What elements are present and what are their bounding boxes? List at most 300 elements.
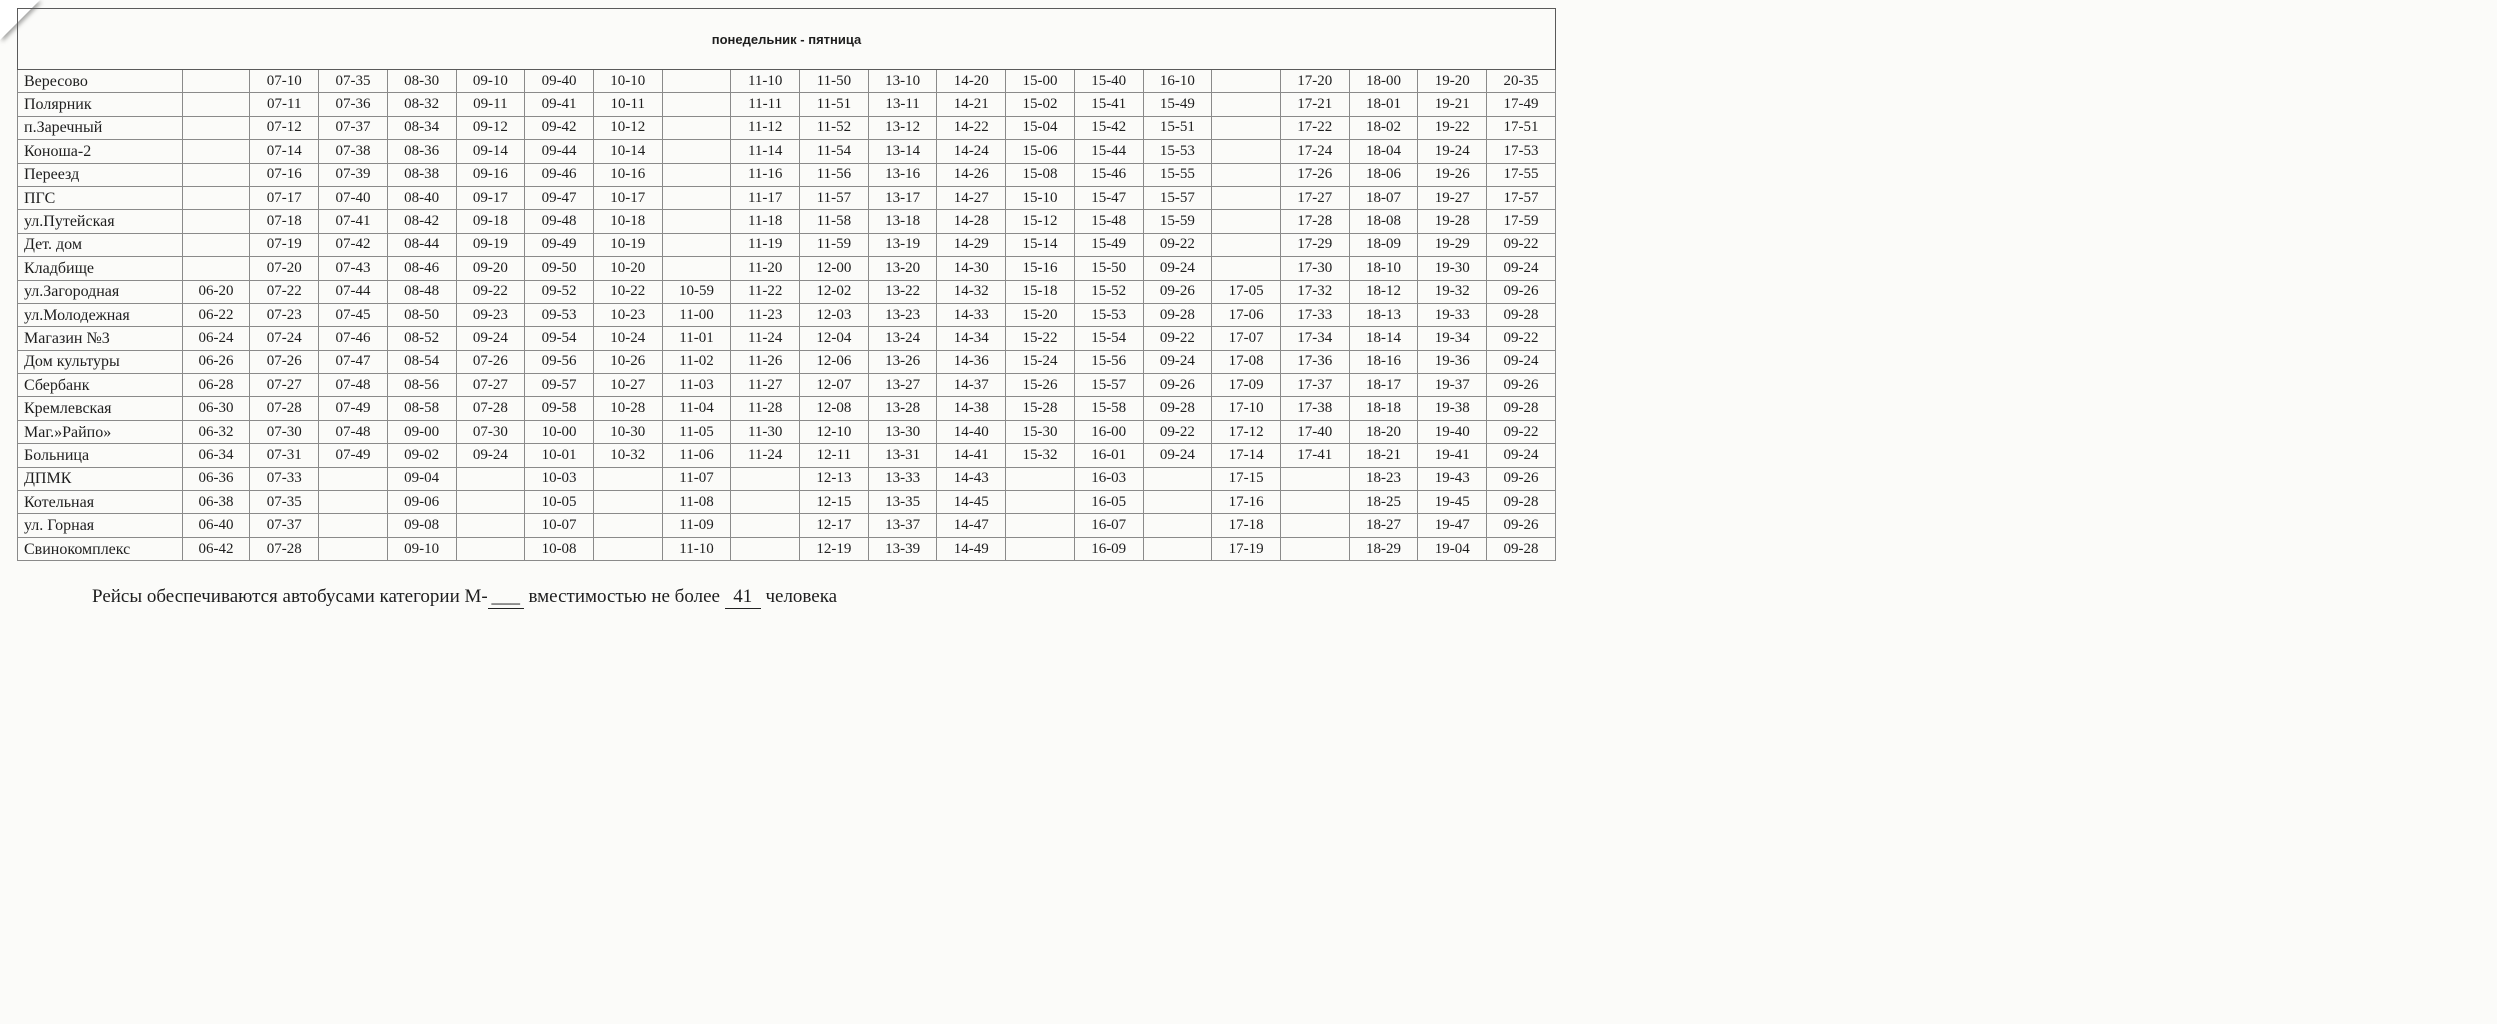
departure-time: 11-01: [662, 327, 731, 350]
departure-time: 08-34: [387, 116, 456, 139]
departure-time: [1212, 70, 1281, 93]
departure-time: [182, 186, 250, 209]
departure-time: 17-12: [1212, 420, 1281, 443]
departure-time: 09-26: [1487, 467, 1556, 490]
departure-time: 15-30: [1006, 420, 1075, 443]
departure-time: 13-22: [868, 280, 937, 303]
departure-time: 10-03: [525, 467, 594, 490]
departure-time: 06-38: [182, 491, 250, 514]
departure-time: 17-26: [1280, 163, 1349, 186]
departure-time: 12-17: [800, 514, 869, 537]
departure-time: 13-10: [868, 70, 937, 93]
departure-time: 11-11: [731, 93, 800, 116]
departure-time: 09-54: [525, 327, 594, 350]
departure-time: 11-23: [731, 303, 800, 326]
departure-time: [1006, 514, 1075, 537]
stop-name: Магазин №3: [18, 327, 183, 350]
departure-time: 15-47: [1074, 186, 1143, 209]
departure-time: 10-01: [525, 444, 594, 467]
departure-time: 07-49: [319, 444, 388, 467]
departure-time: 15-58: [1074, 397, 1143, 420]
departure-time: 07-46: [319, 327, 388, 350]
departure-time: 19-28: [1418, 210, 1487, 233]
departure-time: [319, 491, 388, 514]
departure-time: 19-37: [1418, 374, 1487, 397]
departure-time: 08-56: [387, 374, 456, 397]
departure-time: 07-27: [456, 374, 525, 397]
departure-time: 10-26: [593, 350, 662, 373]
departure-time: 07-30: [250, 420, 319, 443]
departure-time: 19-38: [1418, 397, 1487, 420]
schedule-row: [18, 491, 1556, 514]
departure-time: 07-16: [250, 163, 319, 186]
departure-time: 09-47: [525, 186, 594, 209]
departure-time: 19-45: [1418, 491, 1487, 514]
departure-time: 19-20: [1418, 70, 1487, 93]
departure-time: 19-43: [1418, 467, 1487, 490]
departure-time: 18-21: [1349, 444, 1418, 467]
departure-time: 19-36: [1418, 350, 1487, 373]
departure-time: 18-14: [1349, 327, 1418, 350]
departure-time: 17-06: [1212, 303, 1281, 326]
departure-time: 13-26: [868, 350, 937, 373]
departure-time: [593, 467, 662, 490]
departure-time: 15-40: [1074, 70, 1143, 93]
departure-time: 07-24: [250, 327, 319, 350]
departure-time: 06-24: [182, 327, 250, 350]
departure-time: 16-10: [1143, 70, 1212, 93]
departure-time: 14-38: [937, 397, 1006, 420]
departure-time: [1006, 491, 1075, 514]
footnote-text-middle: вместимостью не более: [523, 586, 725, 607]
stop-name: Маг.»Райпо»: [18, 420, 183, 443]
departure-time: 06-20: [182, 280, 250, 303]
departure-time: 16-05: [1074, 491, 1143, 514]
schedule-row: [18, 350, 1556, 373]
stop-name: Коноша-2: [18, 140, 183, 163]
departure-time: 08-30: [387, 70, 456, 93]
departure-time: 11-24: [731, 327, 800, 350]
departure-time: 10-14: [593, 140, 662, 163]
departure-time: 20-35: [1487, 70, 1556, 93]
stop-name: ДПМК: [18, 467, 183, 490]
schedule-title-row: [18, 9, 1556, 70]
departure-time: 11-22: [731, 280, 800, 303]
departure-time: [731, 467, 800, 490]
stop-name: Вересово: [18, 70, 183, 93]
departure-time: [662, 70, 731, 93]
departure-time: 08-52: [387, 327, 456, 350]
departure-time: 09-18: [456, 210, 525, 233]
departure-time: 18-07: [1349, 186, 1418, 209]
departure-time: 15-51: [1143, 116, 1212, 139]
departure-time: [1212, 210, 1281, 233]
departure-time: 12-00: [800, 257, 869, 280]
departure-time: 10-30: [593, 420, 662, 443]
departure-time: 13-11: [868, 93, 937, 116]
departure-time: 11-54: [800, 140, 869, 163]
departure-time: 19-24: [1418, 140, 1487, 163]
departure-time: 10-23: [593, 303, 662, 326]
departure-time: 08-46: [387, 257, 456, 280]
stop-name: ул.Путейская: [18, 210, 183, 233]
departure-time: 07-47: [319, 350, 388, 373]
departure-time: 19-41: [1418, 444, 1487, 467]
departure-time: 17-30: [1280, 257, 1349, 280]
departure-time: [1212, 93, 1281, 116]
departure-time: 17-05: [1212, 280, 1281, 303]
departure-time: [593, 491, 662, 514]
departure-time: [182, 93, 250, 116]
departure-time: 15-28: [1006, 397, 1075, 420]
departure-time: 11-02: [662, 350, 731, 373]
departure-time: 19-22: [1418, 116, 1487, 139]
departure-time: 09-28: [1487, 303, 1556, 326]
departure-time: 12-03: [800, 303, 869, 326]
departure-time: 09-11: [456, 93, 525, 116]
footnote-text-end: человека: [760, 586, 838, 607]
departure-time: 14-32: [937, 280, 1006, 303]
departure-time: 14-24: [937, 140, 1006, 163]
departure-time: 10-59: [662, 280, 731, 303]
departure-time: 11-19: [731, 233, 800, 256]
departure-time: 09-04: [387, 467, 456, 490]
departure-time: 13-28: [868, 397, 937, 420]
departure-time: 14-22: [937, 116, 1006, 139]
departure-time: 10-10: [593, 70, 662, 93]
stop-name: ул.Загородная: [18, 280, 183, 303]
departure-time: 13-33: [868, 467, 937, 490]
departure-time: 15-59: [1143, 210, 1212, 233]
departure-time: 07-37: [319, 116, 388, 139]
departure-time: 11-57: [800, 186, 869, 209]
departure-time: 18-06: [1349, 163, 1418, 186]
departure-time: 13-17: [868, 186, 937, 209]
departure-time: 13-31: [868, 444, 937, 467]
stop-name: Дет. дом: [18, 233, 183, 256]
departure-time: 17-09: [1212, 374, 1281, 397]
departure-time: 14-27: [937, 186, 1006, 209]
departure-time: 14-45: [937, 491, 1006, 514]
schedule-row: [18, 163, 1556, 186]
stop-name: Переезд: [18, 163, 183, 186]
departure-time: 13-19: [868, 233, 937, 256]
departure-time: [456, 491, 525, 514]
departure-time: 15-48: [1074, 210, 1143, 233]
departure-time: 09-44: [525, 140, 594, 163]
departure-time: [182, 210, 250, 233]
departure-time: 10-17: [593, 186, 662, 209]
departure-time: 09-12: [456, 116, 525, 139]
departure-time: 06-30: [182, 397, 250, 420]
departure-time: 18-18: [1349, 397, 1418, 420]
departure-time: [1212, 233, 1281, 256]
departure-time: [662, 257, 731, 280]
departure-time: 11-20: [731, 257, 800, 280]
departure-time: [456, 514, 525, 537]
departure-time: 09-19: [456, 233, 525, 256]
departure-time: 15-06: [1006, 140, 1075, 163]
departure-time: 07-48: [319, 374, 388, 397]
departure-time: 17-19: [1212, 537, 1281, 560]
departure-time: 15-55: [1143, 163, 1212, 186]
departure-time: 09-22: [1143, 327, 1212, 350]
departure-time: 07-27: [250, 374, 319, 397]
departure-time: 07-28: [250, 397, 319, 420]
departure-time: 18-16: [1349, 350, 1418, 373]
stop-name: ул.Молодежная: [18, 303, 183, 326]
departure-time: 15-52: [1074, 280, 1143, 303]
departure-time: [1212, 186, 1281, 209]
schedule-row: [18, 186, 1556, 209]
departure-time: 09-24: [1143, 350, 1212, 373]
departure-time: 15-46: [1074, 163, 1143, 186]
departure-time: 17-24: [1280, 140, 1349, 163]
departure-time: 09-22: [456, 280, 525, 303]
departure-time: 12-08: [800, 397, 869, 420]
departure-time: 07-20: [250, 257, 319, 280]
departure-time: 17-36: [1280, 350, 1349, 373]
departure-time: 18-09: [1349, 233, 1418, 256]
departure-time: 10-19: [593, 233, 662, 256]
departure-time: 09-22: [1487, 420, 1556, 443]
departure-time: 12-15: [800, 491, 869, 514]
departure-time: 17-16: [1212, 491, 1281, 514]
departure-time: 11-06: [662, 444, 731, 467]
schedule-row: [18, 140, 1556, 163]
departure-time: 16-00: [1074, 420, 1143, 443]
departure-time: 15-57: [1074, 374, 1143, 397]
departure-time: 08-54: [387, 350, 456, 373]
departure-time: 18-29: [1349, 537, 1418, 560]
schedule-row: [18, 327, 1556, 350]
departure-time: 11-12: [731, 116, 800, 139]
departure-time: 10-16: [593, 163, 662, 186]
departure-time: 16-01: [1074, 444, 1143, 467]
departure-time: 15-41: [1074, 93, 1143, 116]
departure-time: 19-04: [1418, 537, 1487, 560]
departure-time: 13-14: [868, 140, 937, 163]
departure-time: 13-37: [868, 514, 937, 537]
departure-time: 10-20: [593, 257, 662, 280]
departure-time: 07-11: [250, 93, 319, 116]
departure-time: [662, 210, 731, 233]
departure-time: 08-58: [387, 397, 456, 420]
departure-time: 14-37: [937, 374, 1006, 397]
departure-time: [182, 116, 250, 139]
departure-time: [662, 93, 731, 116]
schedule-row: [18, 210, 1556, 233]
departure-time: 14-43: [937, 467, 1006, 490]
departure-time: 09-40: [525, 70, 594, 93]
departure-time: 19-26: [1418, 163, 1487, 186]
departure-time: 17-33: [1280, 303, 1349, 326]
departure-time: 09-28: [1487, 397, 1556, 420]
departure-time: 07-35: [319, 70, 388, 93]
departure-time: 09-00: [387, 420, 456, 443]
departure-time: 17-21: [1280, 93, 1349, 116]
departure-time: 09-41: [525, 93, 594, 116]
departure-time: 17-14: [1212, 444, 1281, 467]
departure-time: 06-40: [182, 514, 250, 537]
departure-time: 09-24: [1487, 350, 1556, 373]
departure-time: [319, 467, 388, 490]
departure-time: 14-34: [937, 327, 1006, 350]
departure-time: [182, 70, 250, 93]
departure-time: 14-21: [937, 93, 1006, 116]
departure-time: 17-53: [1487, 140, 1556, 163]
departure-time: 07-44: [319, 280, 388, 303]
departure-time: [1280, 537, 1349, 560]
departure-time: 11-24: [731, 444, 800, 467]
schedule-row: [18, 374, 1556, 397]
departure-time: 10-00: [525, 420, 594, 443]
departure-time: 11-26: [731, 350, 800, 373]
stop-name: Больница: [18, 444, 183, 467]
departure-time: [182, 257, 250, 280]
stop-name: Дом культуры: [18, 350, 183, 373]
stop-name: ПГС: [18, 186, 183, 209]
departure-time: 09-24: [1143, 444, 1212, 467]
departure-time: 15-57: [1143, 186, 1212, 209]
departure-time: [1143, 514, 1212, 537]
departure-time: 10-11: [593, 93, 662, 116]
departure-time: 07-18: [250, 210, 319, 233]
departure-time: 11-18: [731, 210, 800, 233]
departure-time: 19-47: [1418, 514, 1487, 537]
departure-time: [456, 467, 525, 490]
departure-time: 08-36: [387, 140, 456, 163]
departure-time: 09-17: [456, 186, 525, 209]
departure-time: 17-32: [1280, 280, 1349, 303]
departure-time: 08-50: [387, 303, 456, 326]
departure-time: 15-44: [1074, 140, 1143, 163]
departure-time: [1280, 514, 1349, 537]
departure-time: 19-29: [1418, 233, 1487, 256]
departure-time: 09-52: [525, 280, 594, 303]
departure-time: 14-47: [937, 514, 1006, 537]
departure-time: [182, 233, 250, 256]
departure-time: [593, 537, 662, 560]
departure-time: 19-30: [1418, 257, 1487, 280]
departure-time: 18-20: [1349, 420, 1418, 443]
departure-time: 15-04: [1006, 116, 1075, 139]
departure-time: 09-08: [387, 514, 456, 537]
departure-time: 08-38: [387, 163, 456, 186]
departure-time: 07-30: [456, 420, 525, 443]
departure-time: [593, 514, 662, 537]
schedule-row: [18, 70, 1556, 93]
departure-time: 14-20: [937, 70, 1006, 93]
departure-time: 09-26: [1487, 514, 1556, 537]
schedule-row: [18, 303, 1556, 326]
schedule-row: [18, 116, 1556, 139]
departure-time: 11-30: [731, 420, 800, 443]
departure-time: [1143, 467, 1212, 490]
departure-time: 09-58: [525, 397, 594, 420]
departure-time: 09-26: [1143, 280, 1212, 303]
departure-time: 17-28: [1280, 210, 1349, 233]
departure-time: 09-50: [525, 257, 594, 280]
departure-time: [1280, 467, 1349, 490]
departure-time: 11-52: [800, 116, 869, 139]
departure-time: 15-50: [1074, 257, 1143, 280]
departure-time: 09-22: [1143, 420, 1212, 443]
departure-time: 19-34: [1418, 327, 1487, 350]
departure-time: 12-07: [800, 374, 869, 397]
departure-time: 11-10: [731, 70, 800, 93]
departure-time: 07-48: [319, 420, 388, 443]
stop-name: п.Заречный: [18, 116, 183, 139]
departure-time: 09-49: [525, 233, 594, 256]
departure-time: 09-06: [387, 491, 456, 514]
departure-time: 15-54: [1074, 327, 1143, 350]
departure-time: 18-12: [1349, 280, 1418, 303]
departure-time: 10-12: [593, 116, 662, 139]
departure-time: 07-26: [250, 350, 319, 373]
departure-time: 09-26: [1143, 374, 1212, 397]
departure-time: 11-08: [662, 491, 731, 514]
departure-time: 09-28: [1487, 491, 1556, 514]
departure-time: 09-22: [1487, 233, 1556, 256]
departure-time: 11-09: [662, 514, 731, 537]
schedule-row: [18, 514, 1556, 537]
departure-time: 15-32: [1006, 444, 1075, 467]
schedule-body: [18, 70, 1556, 561]
departure-time: 08-40: [387, 186, 456, 209]
departure-time: 15-53: [1143, 140, 1212, 163]
departure-time: 08-44: [387, 233, 456, 256]
departure-time: 07-33: [250, 467, 319, 490]
departure-time: 15-49: [1074, 233, 1143, 256]
departure-time: 18-01: [1349, 93, 1418, 116]
departure-time: 15-10: [1006, 186, 1075, 209]
stop-name: Свинокомплекс: [18, 537, 183, 560]
departure-time: [662, 116, 731, 139]
departure-time: 08-48: [387, 280, 456, 303]
departure-time: 12-04: [800, 327, 869, 350]
departure-time: 15-26: [1006, 374, 1075, 397]
departure-time: 09-10: [387, 537, 456, 560]
departure-time: [1006, 537, 1075, 560]
departure-time: 07-38: [319, 140, 388, 163]
departure-time: 17-10: [1212, 397, 1281, 420]
departure-time: 11-07: [662, 467, 731, 490]
departure-time: 17-29: [1280, 233, 1349, 256]
departure-time: 11-10: [662, 537, 731, 560]
bus-schedule-table: [17, 8, 1556, 561]
departure-time: 15-42: [1074, 116, 1143, 139]
departure-time: 18-02: [1349, 116, 1418, 139]
departure-time: 17-34: [1280, 327, 1349, 350]
departure-time: 11-56: [800, 163, 869, 186]
departure-time: 17-55: [1487, 163, 1556, 186]
departure-time: 10-22: [593, 280, 662, 303]
departure-time: 15-14: [1006, 233, 1075, 256]
departure-time: 15-16: [1006, 257, 1075, 280]
schedule-title: понедельник - пятница: [18, 9, 1556, 70]
departure-time: 15-12: [1006, 210, 1075, 233]
departure-time: 10-18: [593, 210, 662, 233]
departure-time: 10-07: [525, 514, 594, 537]
departure-time: 07-28: [250, 537, 319, 560]
departure-time: 15-02: [1006, 93, 1075, 116]
stop-name: Сбербанк: [18, 374, 183, 397]
stop-name: Полярник: [18, 93, 183, 116]
departure-time: 13-27: [868, 374, 937, 397]
departure-time: 07-22: [250, 280, 319, 303]
departure-time: [182, 163, 250, 186]
